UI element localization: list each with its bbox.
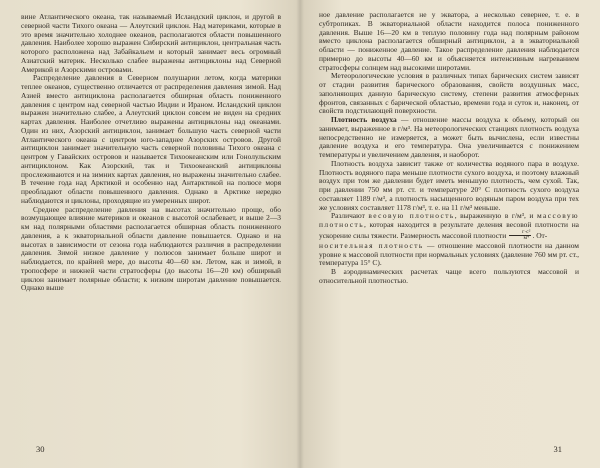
left-page-text [21,13,281,293]
fraction-denominator: м⁴ [523,235,530,242]
paragraph: Распределение давления в Северном полушарии летом, когда материки теплее океанов, существенно отличается от распределения давления зимой. Над Азией вместо антициклона располагается обширная область пониженного давления с центром над северной частью Индии и Ираном. Исландский циклон выражен значительно слабее, а Алеутский циклон совсем не виден на средних картах давления. Наиболее отчетливо выражены антициклоны над океанами. Один из них, Азорский антициклон, занимает большую часть северной части Атлантического океана с центром юго-западнее Азорских островов. Другой антициклон занимает значительную часть северной половины Тихого океана с центром у Гавайских островов и называется Тихоокеанским или Гонолульским антициклоном. Как Азорский, так и Тихоокеанский антициклоны прослеживаются и на зимних картах давления, но выражены значительно слабее. В течение года над Арктикой и особенно над Антарктикой на полюсе моря преобладают области повышенного давления. Однако в Арктике нередко наблюдаются и циклоны, проходящие из умеренных широт. [21,73,281,205]
text-run: , выраженную в г/м³, и [454,211,537,221]
spaced-term: весовую плотность [368,211,455,221]
right-page-text [319,11,579,286]
definition-paragraph [319,242,579,268]
paragraph: вине Атлантического океана, так называемый Исландский циклон, и другой в северной части Тихого океана — Алеутский циклон. Над материками, которые в это время значительно холоднее океанов, располагаются области повышенного давления. Наиболее хорошо выражен Сибирский антициклон, центральная часть которого расположена над Забайкальем и который занимает весь огромный Азиатский материк. Несколько слабее выражены антициклоны над Северной Америкой и Азорскими островами. [21,12,281,74]
spaced-term: носительная плотность [319,240,424,250]
definition-paragraph [319,116,579,160]
page-number: 31 [553,444,562,454]
text-run: , которая находится в результате деления весовой плотности на ускорение силы тяжести. Размерность массовой плотности [319,220,579,240]
paragraph: В аэродинамических расчетах чаще всего пользуются массовой и относительной плотностью. [319,267,579,285]
paragraph: Метеорологические условия в различных типах барических систем зависят от стадии развития барического образования, свойств воздушных масс, заполняющих данную барическую систему, степени развития атмосферных фронтов, связанных с барической областью, времени года и суток и, наконец, от свойств подстилающей поверхности. [319,71,579,116]
fraction-numerator: г·с² [509,230,531,237]
spaced-term: массовую плотность [319,211,579,229]
page-gutter-shadow [300,0,304,468]
paragraph: Плотность воздуха зависит также от количества водяного пара в воздухе. Плотность водяного пара меньше плотности сухого воздуха, и поэтому влажный воздух при том же давлении будет иметь меньшую плотность, чем сухой. Так, при давлении 750 мм рт. ст. и температуре 20° С плотность сухого воздуха составляет 1189 г/м³, а плотность насыщенного водяным паром воздуха при тех же условиях составляет 1178 г/м³, т. е. на 11 г/м³ меньше. [319,158,579,212]
paragraph [319,212,579,242]
paragraph: ное давление располагается не у экватора, а несколько севернее, т. е. в субтропиках. В экваториальной области находится полоса пониженного давления. Выше 16—20 км в теплую половину года над полярным районом вместо циклона располагается обширный антициклон, а в экваториальной области — пониженное давление. Такое распределение давления наблюдается примерно до высоты 40—60 км и объясняется интенсивным нагреванием стратосферы солнцем над высокими широтами. [319,10,579,72]
defined-term: Плотность воздуха [331,115,397,124]
paragraph: Среднее распределение давления на высотах значительно проще, обо возмущающее влияние материков и океанов с высотой ослабевает, и выше 2—3 км над полярными областями располагается обширная область пониженного давления, а к экваториальной области давление повышается. Однако и на высотах в зависимости от сезона года наблюдаются различия в распределении давления. Зимой низкое давление у полюсов занимает больше широт и наблюдается, по крайней мере, до высоты 40—60 км. Летом, как и зимой, в тропосфере и нижней части стратосферы (до высоты 16—20 км) обширный циклон занимает полярные области; к низким широтам давление повышается. Однако выше [21,204,281,293]
page-number: 30 [36,444,45,454]
definition-text: — отношение массы воздуха к объему, который он занимает, выраженное в г/м³. На метеорологических станциях плотность воздуха непосредственно не измеряется, а может быть вычислена, если известны давление воздуха и его температура. Она увеличивается с понижением температуры и увеличением давления, и наоборот. [319,115,580,159]
text-run: . От- [532,230,548,240]
definition-text: — отношение массовой плотности на данном уровне к массовой плотности при нормальных условиях (давление 760 мм рт. ст., температура 15° С). [319,240,579,268]
right-page [300,0,600,468]
text-run: Различают [331,211,369,221]
